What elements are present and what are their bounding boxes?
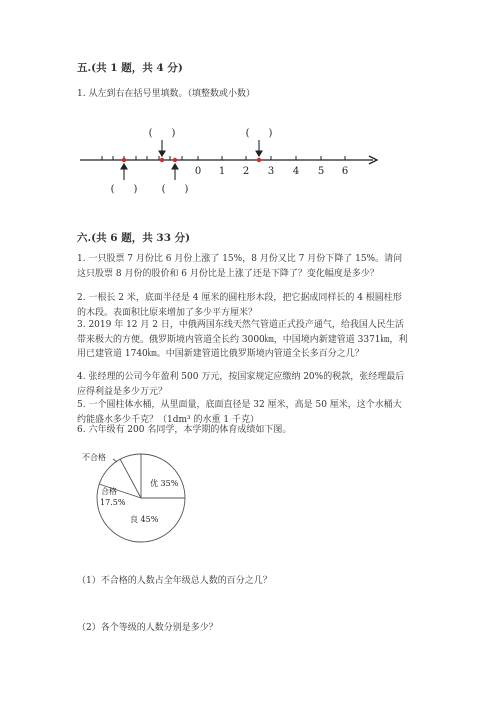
- section-5-question-1: 1. 从左到右在括号里填数。（填整数或小数）: [77, 89, 255, 99]
- answer-blank-3: ( ): [110, 184, 138, 195]
- section-6-question-4: 4. 张经理的公司今年盈利 500 万元，按国家规定应缴纳 20%的税款，张经理最后应得利益是多少万元？: [77, 372, 405, 397]
- number-line: [70, 120, 400, 200]
- section-6-question-3: 3. 2019 年 12 月 2 日，中俄两国东线天然气管道正式投产通气，给我国人民生活带来极大的方便。俄罗斯境内管道全长约 3000㎞，中国境内新建管道 3371㎞，利用已建管道 1740㎞。中国新建管道比俄罗斯境内管道全长多百分之几？: [77, 320, 408, 359]
- section-6-question-1: 1. 一只股票 7 月份比 6 月份上涨了 15%，8 月份又比 7 月份下降了 15%。请问这只股票 8 月份的股价和 6 月份比是上涨了还是下降了？变化幅度是多少？: [77, 254, 403, 279]
- answer-blank-2: ( ): [245, 128, 273, 139]
- tick-label-5: 5: [317, 166, 325, 177]
- sub-question-2: （2）各个等级的人数分别是多少？: [77, 623, 218, 633]
- tick-labels: [195, 166, 348, 177]
- pie-label-good: 良 45%: [130, 515, 159, 524]
- section-6-title: 六.(共 6 题，共 33 分): [77, 232, 191, 244]
- leader-line-fail: [113, 459, 117, 462]
- point-marker-3: [173, 158, 177, 162]
- tick-label-6: 6: [341, 166, 349, 177]
- pie-label-pass-percent: 17.5%: [100, 498, 126, 507]
- answer-blank-1: ( ): [148, 128, 176, 139]
- tick-label-3: 3: [267, 166, 275, 177]
- section-6-question-6: 6. 六年级有 200 名同学，本学期的体育成绩如下图。: [77, 425, 292, 435]
- section-6-question-5: 5. 一个圆柱体水桶，从里面量，底面直径是 32 厘米，高是 50 厘米，这个水桶大约能盛水多少千克？（1dm³ 的水重 1 千克）: [77, 400, 402, 425]
- tick-label-1: 1: [218, 166, 226, 177]
- point-marker-1: [122, 158, 126, 162]
- section-5-title: 五.(共 1 题，共 4 分): [77, 62, 183, 74]
- grade-pie-chart: [78, 448, 198, 548]
- tick-label-4: 4: [292, 166, 300, 177]
- pie-label-excellent: 优 35%: [150, 479, 179, 488]
- section-6-question-2: 2. 一根长 2 米，底面半径是 4 厘米的圆柱形木段，把它据成同样长的 4 根圆柱形的木段。表面积比原来增加了多少平方厘米？: [77, 293, 402, 318]
- tick-label-0: 0: [194, 166, 202, 177]
- pie-label-pass: 合格: [101, 487, 117, 496]
- pie-label-fail: 不合格: [82, 453, 106, 462]
- sub-question-1: （1）不合格的人数占全年级总人数的百分之几？: [77, 576, 272, 586]
- point-marker-2: [160, 158, 164, 162]
- tick-label-2: 2: [242, 166, 250, 177]
- answer-blank-4: ( ): [161, 184, 189, 195]
- point-marker-4: [257, 158, 261, 162]
